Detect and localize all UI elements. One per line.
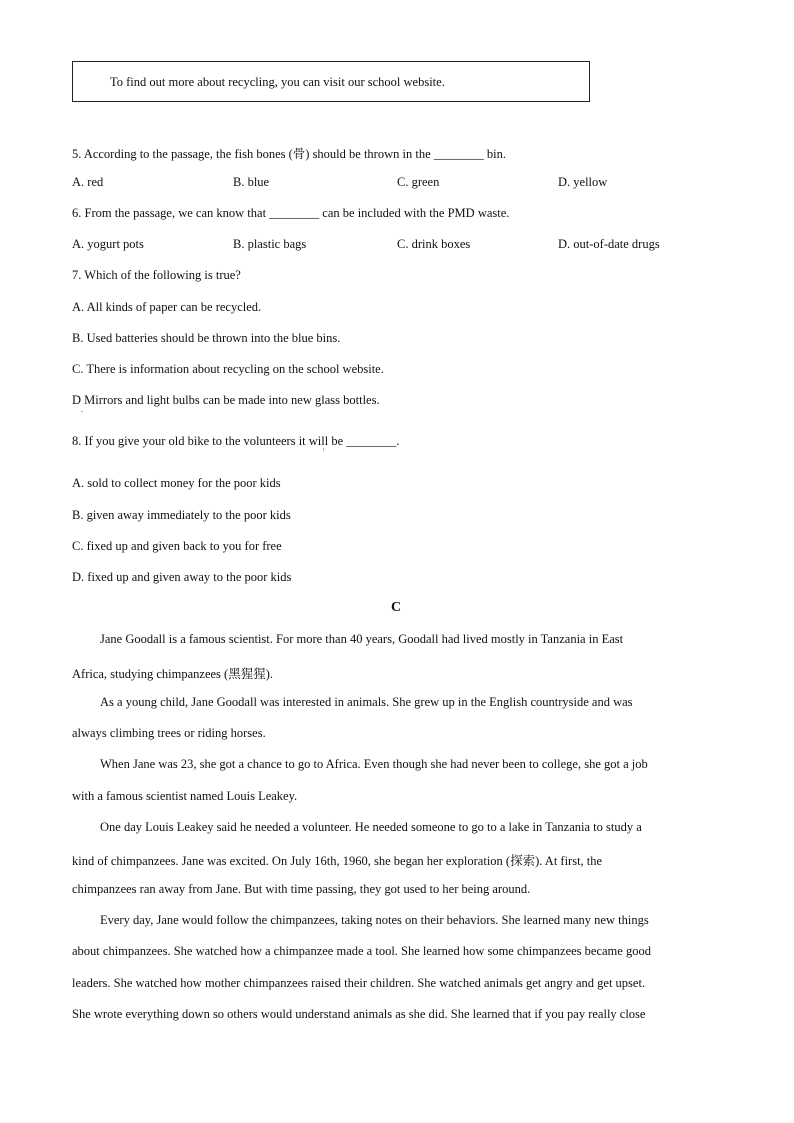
question-7-option-a: A. All kinds of paper can be recycled. xyxy=(72,300,262,314)
passage-line: When Jane was 23, she got a chance to go to Africa. Even though she had never been to college, she got a job xyxy=(100,757,648,771)
question-8-stem: 8. If you give your old bike to the volunteers it will be ________. xyxy=(72,434,400,448)
passage-line: with a famous scientist named Louis Leakey. xyxy=(72,789,298,803)
question-8-option-a: A. sold to collect money for the poor kids xyxy=(72,476,281,490)
passage-line: Every day, Jane would follow the chimpanzees, taking notes on their behaviors. She learned many new things xyxy=(100,913,649,927)
passage-line: One day Louis Leakey said he needed a volunteer. He needed someone to go to a lake in Tanzania to study a xyxy=(100,820,642,834)
stray-mark: . xyxy=(81,405,83,414)
question-6-option-a: A. yogurt pots xyxy=(72,237,144,251)
passage-line: about chimpanzees. She watched how a chimpanzee made a tool. She learned how some chimpanzees became good xyxy=(72,944,651,958)
question-7-option-b: B. Used batteries should be thrown into the blue bins. xyxy=(72,331,341,345)
question-8-option-b: B. given away immediately to the poor kids xyxy=(72,508,291,522)
question-7-option-d: D Mirrors and light bulbs can be made into new glass bottles. xyxy=(72,393,380,407)
notice-box xyxy=(72,61,590,102)
question-8-option-c: C. fixed up and given back to you for free xyxy=(72,539,282,553)
question-5-option-d: D. yellow xyxy=(558,175,608,189)
question-5-stem: 5. According to the passage, the fish bones (骨) should be thrown in the ________ bin. xyxy=(72,147,506,161)
section-title: C xyxy=(391,600,402,615)
question-5-option-a: A. red xyxy=(72,175,104,189)
question-6-option-d: D. out-of-date drugs xyxy=(558,237,660,251)
passage-line: She wrote everything down so others would understand animals as she did. She learned that if you pay really close xyxy=(72,1007,646,1021)
passage-line: Jane Goodall is a famous scientist. For more than 40 years, Goodall had lived mostly in Tanzania in East xyxy=(100,632,624,646)
passage-line: chimpanzees ran away from Jane. But with time passing, they got used to her being around. xyxy=(72,882,531,896)
question-8-option-d: D. fixed up and given away to the poor kids xyxy=(72,570,292,584)
question-7-option-c: C. There is information about recycling on the school website. xyxy=(72,362,384,376)
stray-mark-comma: ' xyxy=(323,447,325,456)
question-7-stem: 7. Which of the following is true? xyxy=(72,268,241,282)
passage-line: kind of chimpanzees. Jane was excited. On July 16th, 1960, she began her exploration (探索). At first, the xyxy=(72,854,603,868)
question-6-stem: 6. From the passage, we can know that ________ can be included with the PMD waste. xyxy=(72,206,510,220)
passage-line: leaders. She watched how mother chimpanzees raised their children. She watched animals get angry and get upset. xyxy=(72,976,646,990)
passage-line: always climbing trees or riding horses. xyxy=(72,726,266,740)
passage-line: Africa, studying chimpanzees (黑猩猩). xyxy=(72,667,273,681)
question-6-option-b: B. plastic bags xyxy=(233,237,307,251)
question-5-option-b: B. blue xyxy=(233,175,270,189)
notice-text: To find out more about recycling, you can visit our school website. xyxy=(110,75,445,89)
passage-line: As a young child, Jane Goodall was interested in animals. She grew up in the English countryside and was xyxy=(100,695,633,709)
question-5-option-c: C. green xyxy=(397,175,440,189)
question-6-option-c: C. drink boxes xyxy=(397,237,471,251)
